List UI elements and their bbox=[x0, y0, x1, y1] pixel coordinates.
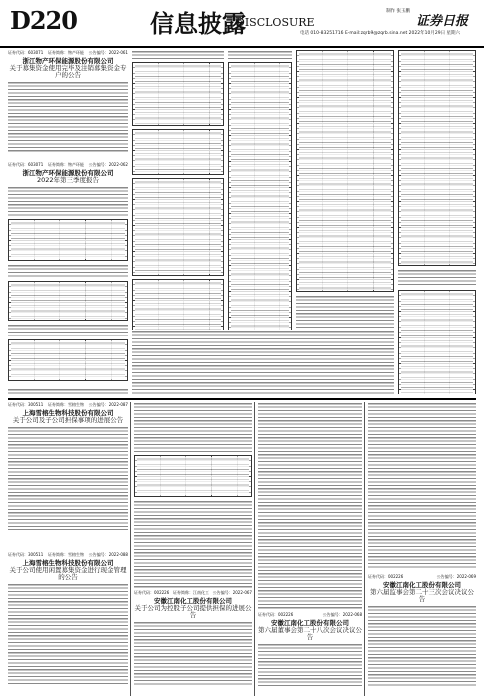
report-notes bbox=[132, 330, 394, 394]
financial-table bbox=[8, 219, 128, 261]
company-name: 安徽江南化工股份有限公司 bbox=[154, 597, 232, 605]
section-title: 信息披露 bbox=[150, 9, 246, 38]
announcement-5 bbox=[134, 590, 252, 696]
announcement-codes bbox=[8, 402, 128, 408]
company-name: 安徽江南化工股份有限公司 bbox=[271, 619, 349, 627]
announcement-7 bbox=[368, 574, 476, 696]
announcement-6 bbox=[258, 612, 362, 696]
shareholder-table bbox=[8, 339, 128, 381]
announcement-title: 关于公司使用闲置募集资金进行现金管理的公告 bbox=[9, 566, 127, 581]
announcement-body bbox=[134, 621, 252, 687]
balance-sheet-table bbox=[132, 62, 224, 126]
notice-number: 公告编号：2022-088 bbox=[88, 552, 128, 557]
announcement-codes bbox=[368, 574, 476, 580]
column-1-bottom bbox=[8, 388, 128, 396]
announcement-title: 关于募集资金使用完毕及注销募集资金专户的公告 bbox=[9, 64, 127, 79]
announcement-body bbox=[368, 605, 476, 687]
notice-number: 公告编号：2022-061 bbox=[88, 50, 128, 55]
notice-number: 公告编号：2022-087 bbox=[88, 402, 128, 407]
column-rule bbox=[254, 402, 255, 696]
announcement-2 bbox=[8, 162, 128, 384]
notice-number: 公告编号：2022-067 bbox=[212, 590, 252, 595]
supervisor-announcement-body bbox=[368, 402, 476, 570]
announcement-body bbox=[8, 583, 128, 685]
announcement-codes bbox=[134, 590, 252, 596]
announcement-body bbox=[258, 402, 362, 610]
stock-abbr: 证券简称：雪榕生物 bbox=[48, 402, 84, 407]
balance-sheet-table bbox=[132, 129, 224, 175]
announcement-1 bbox=[8, 50, 128, 160]
announcement-body bbox=[8, 388, 128, 396]
income-statement-table bbox=[132, 178, 224, 276]
report-text bbox=[132, 330, 394, 394]
editor-credit: 制作 张玉鹏 bbox=[386, 9, 410, 14]
report-text bbox=[132, 50, 224, 60]
report-text bbox=[398, 269, 476, 287]
announcement-body bbox=[8, 324, 128, 336]
column-rule bbox=[364, 402, 365, 696]
company-name: 浙江物产环保能源股份有限公司 bbox=[22, 169, 114, 177]
stock-code: 证券代码：002226 bbox=[258, 612, 294, 617]
page-header bbox=[0, 0, 484, 48]
company-name: 上海雪榕生物科技股份有限公司 bbox=[22, 409, 114, 417]
guarantee-table bbox=[134, 455, 252, 497]
announcement-title: 关于公司为控股子公司提供担保的进展公告 bbox=[134, 604, 252, 619]
stock-abbr: 证券简称：江南化工 bbox=[173, 590, 209, 595]
page-number: D220 bbox=[10, 6, 77, 35]
company-name: 浙江物产环保能源股份有限公司 bbox=[22, 57, 114, 65]
column-rule bbox=[130, 402, 131, 696]
section-divider bbox=[8, 398, 476, 400]
section-title-en: DISCLOSURE bbox=[236, 16, 315, 29]
announcement-body bbox=[368, 402, 476, 570]
financial-table bbox=[8, 281, 128, 321]
balance-sheet-table bbox=[296, 50, 394, 292]
announcement-body bbox=[8, 186, 128, 216]
notice-number: 公告编号：2022-062 bbox=[88, 162, 128, 167]
contact-line: 电话 010-83251716 E-mail:zqrb9@zqrb.sina.net 2022年10月29日 星期六 bbox=[299, 31, 460, 36]
announcement-body bbox=[8, 426, 128, 530]
announcement-4 bbox=[8, 552, 128, 696]
stock-abbr: 证券简称：物产环能 bbox=[48, 162, 84, 167]
company-name: 安徽江南化工股份有限公司 bbox=[383, 581, 461, 589]
announcement-body bbox=[8, 81, 128, 153]
announcement-codes bbox=[8, 162, 128, 168]
stock-abbr: 证券简称：物产环能 bbox=[48, 50, 84, 55]
newspaper-logo: 证券日报 bbox=[416, 14, 469, 29]
stock-code: 证券代码：603071 bbox=[8, 50, 44, 55]
company-name: 上海雪榕生物科技股份有限公司 bbox=[22, 559, 114, 567]
announcement-body bbox=[258, 643, 362, 687]
notice-number: 公告编号：2022-069 bbox=[436, 574, 476, 579]
announcement-title: 关于公司及子公司担保事项的进展公告 bbox=[12, 416, 124, 424]
stock-abbr: 证券简称：雪榕生物 bbox=[48, 552, 84, 557]
announcement-title: 2022年第三季度报告 bbox=[36, 176, 100, 184]
announcement-codes bbox=[258, 612, 362, 618]
cash-flow-table bbox=[398, 50, 476, 266]
announcement-body bbox=[8, 264, 128, 278]
announcement-codes bbox=[8, 50, 128, 56]
stock-code: 证券代码：002226 bbox=[368, 574, 404, 579]
announcement-body bbox=[134, 402, 252, 452]
announcement-3 bbox=[8, 402, 128, 548]
announcement-codes bbox=[8, 552, 128, 558]
stock-code: 证券代码：300511 bbox=[8, 552, 44, 557]
stock-code: 证券代码：002226 bbox=[134, 590, 170, 595]
cash-flow-table bbox=[398, 290, 476, 394]
rights-announcement-body bbox=[134, 402, 252, 588]
report-text bbox=[228, 50, 292, 60]
report-column-5 bbox=[398, 50, 476, 394]
announcement-title: 第六届董事会第二十八次会议决议公告 bbox=[258, 626, 362, 641]
announcement-title: 第六届监事会第二十三次会议决议公告 bbox=[370, 588, 474, 603]
stock-code: 证券代码：300511 bbox=[8, 402, 44, 407]
board-announcement-body bbox=[258, 402, 362, 610]
announcement-body bbox=[134, 500, 252, 588]
stock-code: 证券代码：603071 bbox=[8, 162, 44, 167]
notice-number: 公告编号：2022-068 bbox=[322, 612, 362, 617]
